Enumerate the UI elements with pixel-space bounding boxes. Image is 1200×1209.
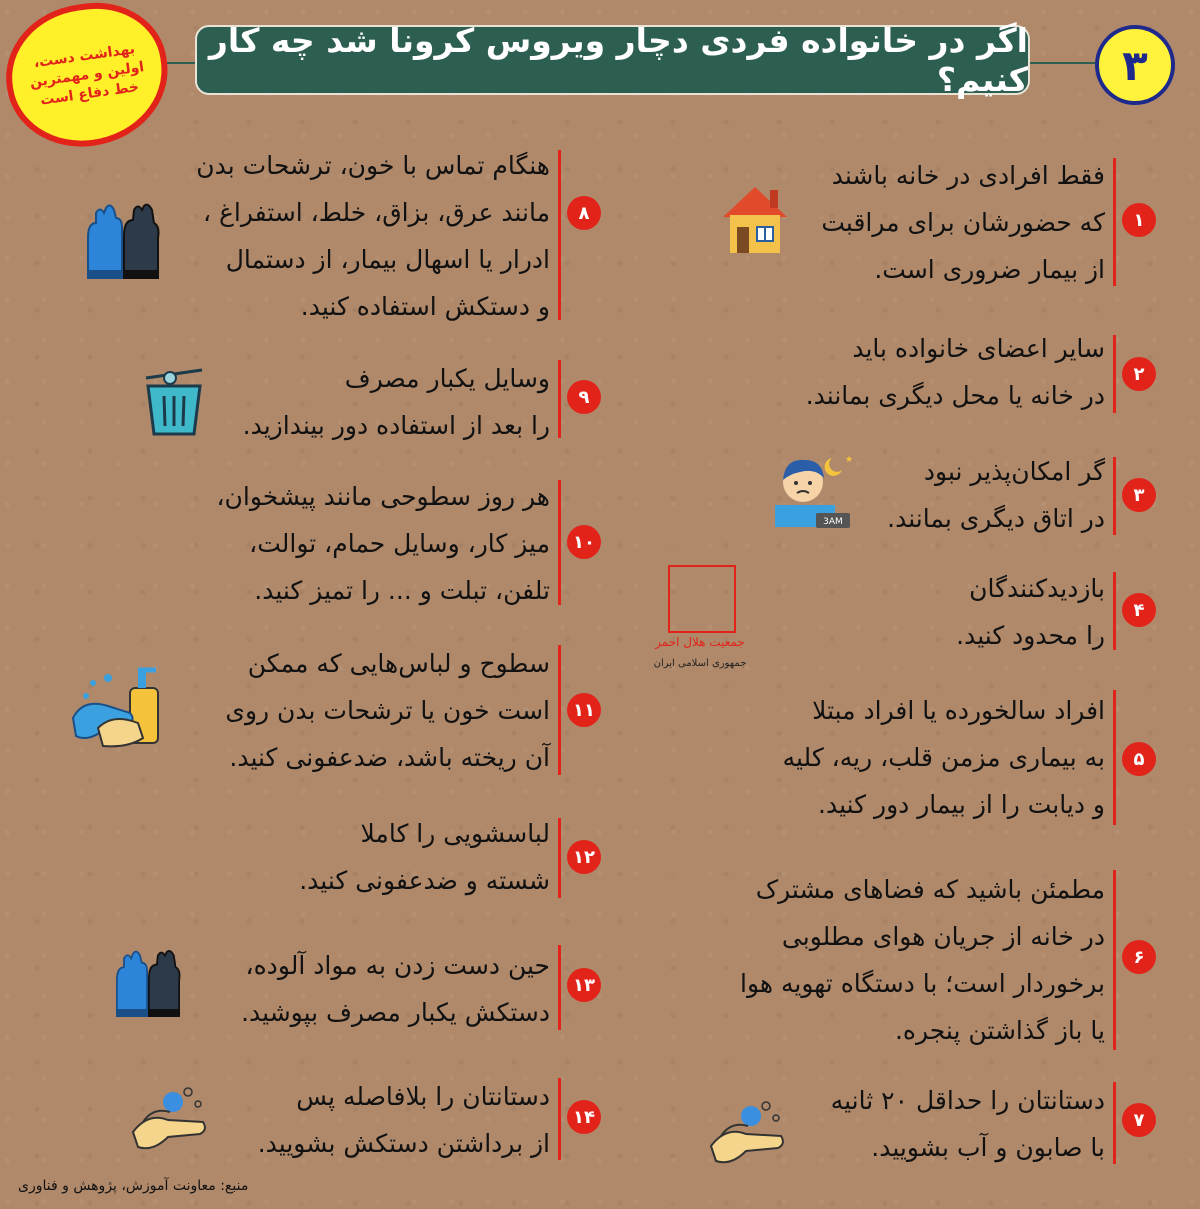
item-text: لباسشویی را کاملا شسته و ضدعفونی کنید.	[299, 819, 550, 895]
svg-text:3AM: 3AM	[823, 517, 843, 527]
item-text: هر روز سطوحی مانند پیشخوان، میز کار، وسایل حمام، توالت، تلفن، تبلت و ... را تمیز کنید.	[216, 482, 550, 605]
item-divider	[1113, 690, 1116, 825]
item-text: وسایل یکبار مصرف را بعد از استفاده دور بیندازید.	[242, 364, 550, 440]
sleepless-person-icon	[770, 450, 855, 535]
item-number: ۱۴	[567, 1100, 601, 1134]
item-divider	[1113, 572, 1116, 650]
trash-bin-icon	[138, 362, 210, 438]
item-text: دستانتان را حداقل ۲۰ ثانیه با صابون و آب بشویید.	[830, 1086, 1105, 1162]
item-number: ۲	[1122, 357, 1156, 391]
item-divider	[1113, 870, 1116, 1050]
item-divider	[1113, 1082, 1116, 1164]
gloves-icon	[108, 945, 188, 1025]
item-divider	[558, 1078, 561, 1160]
item-number: ۱۲	[567, 840, 601, 874]
item-text: هنگام تماس با خون، ترشحات بدن مانند عرق، بزاق، خلط، استفراغ ، ادرار یا اسهال بیمار، از دستمال و دستکش استفاده کنید.	[196, 151, 550, 321]
svg-text:★: ★	[845, 455, 854, 465]
item-number: ۵	[1122, 742, 1156, 776]
gloves-icon	[78, 198, 168, 288]
item-number: ۱۰	[567, 525, 601, 559]
item-number: ۱۱	[567, 693, 601, 727]
item-number: ۷	[1122, 1103, 1156, 1137]
page-title: اگر در خانواده فردی دچار ویروس کرونا شد چه کار کنیم؟	[195, 25, 1030, 95]
item-number: ۴	[1122, 593, 1156, 627]
item-number: ۸	[567, 196, 601, 230]
item-text: سطوح و لباس‌هایی که ممکن است خون یا ترشحات بدن روی آن ریخته باشد، ضدعفونی کنید.	[225, 649, 550, 772]
item-number: ۱	[1122, 203, 1156, 237]
badge-text: بهداشت دست، اولین و مهمترین خط دفاع است	[28, 40, 146, 109]
item-divider	[558, 645, 561, 775]
item-number: ۹	[567, 380, 601, 414]
item-text: بازدیدکنندگان را محدود کنید.	[956, 574, 1105, 650]
hand-hygiene-badge	[4, 0, 171, 150]
house-icon	[720, 182, 790, 257]
item-divider	[558, 150, 561, 320]
handwashing-icon	[128, 1082, 213, 1157]
logo-name: جمعیت هلال احمر	[655, 635, 745, 649]
item-number: ۳	[1122, 478, 1156, 512]
item-divider	[558, 360, 561, 438]
item-text: حین دست زدن به مواد آلوده، دستکش یکبار مصرف بپوشید.	[241, 951, 550, 1027]
section-number-badge: ۳	[1095, 25, 1175, 105]
sanitizer-icon	[68, 658, 168, 758]
item-text: گر امکان‌پذیر نبود در اتاق دیگری بمانند.	[887, 457, 1105, 533]
item-text: فقط افرادی در خانه باشند که حضورشان برای مراقبت از بیمار ضروری است.	[821, 161, 1105, 284]
item-divider	[1113, 158, 1116, 286]
item-divider	[558, 480, 561, 605]
item-number: ۱۳	[567, 968, 601, 1002]
item-divider	[1113, 457, 1116, 535]
item-divider	[1113, 335, 1116, 413]
handwashing-icon	[706, 1096, 791, 1171]
logo-subtitle: جمهوری اسلامی ایران	[653, 658, 747, 669]
item-text: دستانتان را بلافاصله پس از برداشتن دستکش بشویید.	[257, 1082, 550, 1158]
item-number: ۶	[1122, 940, 1156, 974]
item-divider	[558, 945, 561, 1030]
red-crescent-logo	[668, 565, 736, 633]
item-text: سایر اعضای خانواده باید در خانه یا محل دیگری بمانند.	[805, 334, 1105, 410]
crescent-icon	[677, 574, 727, 624]
source-credit: منبع: معاونت آموزش، پژوهش و فناوری	[18, 1178, 249, 1194]
item-divider	[558, 818, 561, 898]
item-text: مطمئن باشید که فضاهای مشترک در خانه از جریان هوای مطلوبی برخوردار است؛ با دستگاه تهویه هوا یا باز گذاشتن پنجره.	[740, 875, 1105, 1045]
item-text: افراد سالخورده یا افراد مبتلا به بیماری مزمن قلب، ریه، کلیه و دیابت را از بیمار دور کنید.	[782, 696, 1105, 819]
